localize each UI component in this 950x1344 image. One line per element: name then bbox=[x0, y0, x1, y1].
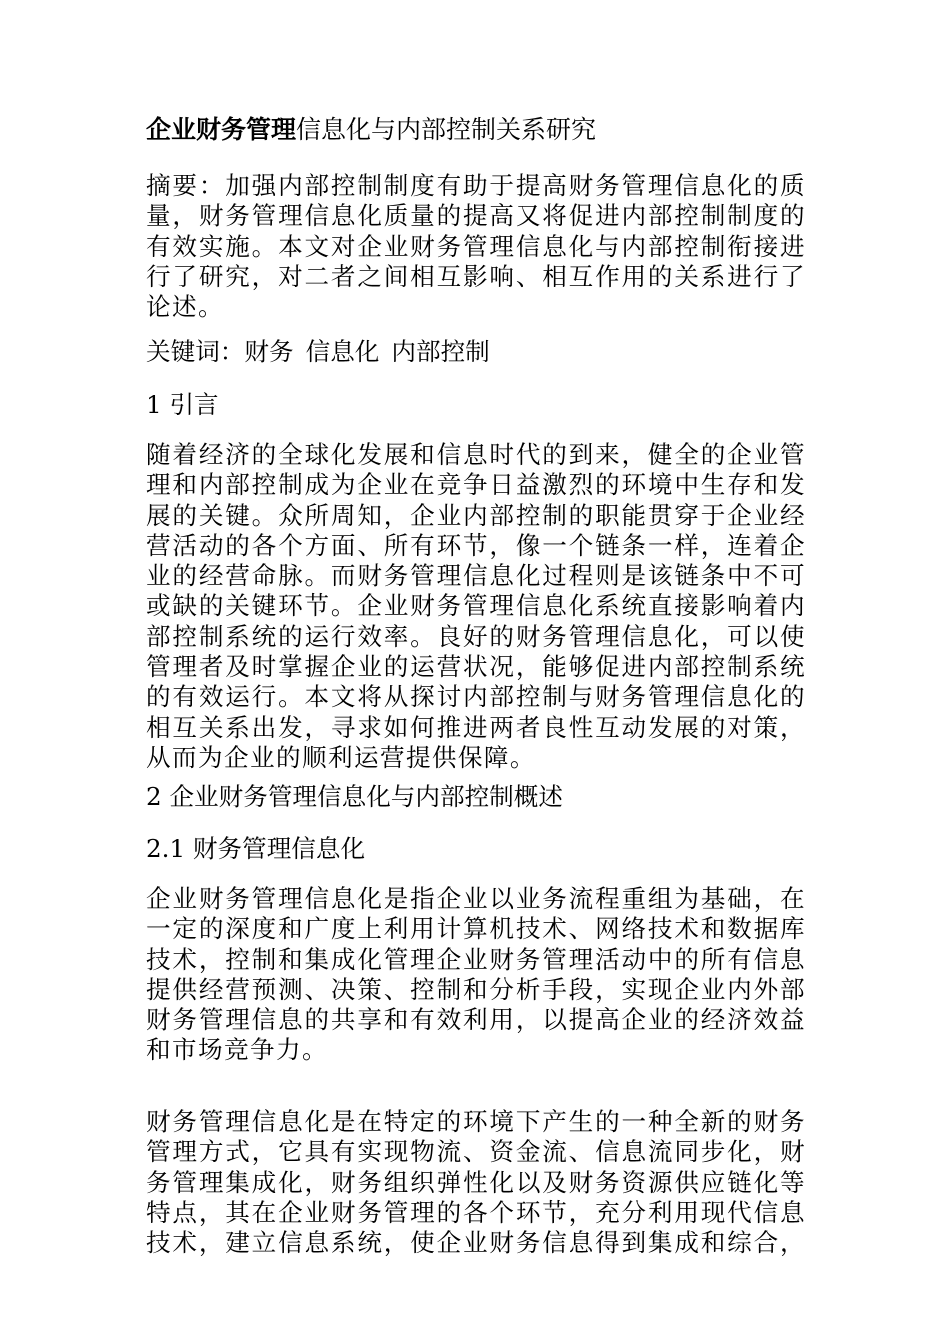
paragraph-line: 一定的深度和广度上利用计算机技术、网络技术和数据库 bbox=[146, 914, 806, 944]
keyword: 财务 bbox=[244, 337, 294, 366]
paragraph-line: 营活动的各个方面、所有环节，像一个链条一样，连着企 bbox=[146, 530, 806, 560]
document-title bbox=[146, 113, 826, 147]
paragraph-line: 财务管理信息化是在特定的环境下产生的一种全新的财务 bbox=[146, 1107, 806, 1136]
abstract-line: 论述。 bbox=[146, 292, 224, 322]
section-1-paragraph bbox=[146, 440, 806, 773]
paragraph-line: 技术，控制和集成化管理企业财务管理活动中的所有信息 bbox=[146, 944, 806, 974]
paragraph-line: 随着经济的全球化发展和信息时代的到来，健全的企业管 bbox=[146, 440, 806, 469]
keywords-line bbox=[146, 336, 490, 368]
paragraph-line: 部控制系统的运行效率。良好的财务管理信息化，可以使 bbox=[146, 621, 806, 651]
paragraph-line: 提供经营预测、决策、控制和分析手段，实现企业内外部 bbox=[146, 974, 806, 1004]
paragraph-line: 技术，建立信息系统，使企业财务信息得到集成和综合， bbox=[146, 1228, 806, 1258]
abstract-line: 摘要：加强内部控制制度有助于提高财务管理信息化的质 bbox=[146, 171, 806, 200]
paragraph-line: 务管理集成化，财务组织弹性化以及财务资源供应链化等 bbox=[146, 1167, 806, 1197]
section-1-heading: 1 引言 bbox=[146, 390, 219, 419]
section-2-1-paragraph-2 bbox=[146, 1107, 806, 1258]
abstract-line: 有效实施。本文对企业财务管理信息化与内部控制衔接进 bbox=[146, 231, 806, 261]
title-rest-part: 信息化与内部控制关系研究 bbox=[296, 115, 597, 144]
section-2-1-paragraph-1 bbox=[146, 884, 806, 1066]
paragraph-line: 的有效运行。本文将从探讨内部控制与财务管理信息化的 bbox=[146, 682, 806, 712]
paragraph-line: 展的关键。众所周知，企业内部控制的职能贯穿于企业经 bbox=[146, 500, 806, 530]
abstract-line: 行了研究，对二者之间相互影响、相互作用的关系进行了 bbox=[146, 261, 806, 291]
paragraph-line: 相互关系出发，寻求如何推进两者良性互动发展的对策， bbox=[146, 712, 806, 742]
section-2-1-heading: 2.1 财务管理信息化 bbox=[146, 834, 366, 863]
paragraph-line: 企业财务管理信息化是指企业以业务流程重组为基础，在 bbox=[146, 884, 806, 913]
abstract-paragraph bbox=[146, 171, 806, 322]
paragraph-line: 从而为企业的顺利运营提供保障。 bbox=[146, 742, 536, 772]
paragraph-line: 和市场竞争力。 bbox=[146, 1035, 328, 1065]
paragraph-line: 理和内部控制成为企业在竞争日益激烈的环境中生存和发 bbox=[146, 470, 806, 500]
paragraph-line: 业的经营命脉。而财务管理信息化过程则是该链条中不可 bbox=[146, 561, 806, 591]
paragraph-line: 或缺的关键环节。企业财务管理信息化系统直接影响着内 bbox=[146, 591, 806, 621]
section-2-heading: 2 企业财务管理信息化与内部控制概述 bbox=[146, 782, 563, 811]
keyword: 内部控制 bbox=[391, 337, 490, 366]
title-bold-part: 企业财务管理 bbox=[146, 115, 297, 144]
abstract-line: 量，财务管理信息化质量的提高又将促进内部控制制度的 bbox=[146, 201, 806, 231]
paragraph-line: 管理者及时掌握企业的运营状况，能够促进内部控制系统 bbox=[146, 652, 806, 682]
paragraph-line: 特点，其在企业财务管理的各个环节，充分利用现代信息 bbox=[146, 1197, 806, 1227]
paragraph-line: 管理方式，它具有实现物流、资金流、信息流同步化，财 bbox=[146, 1137, 806, 1167]
keywords-label: 关键词： bbox=[146, 337, 245, 366]
paragraph-line: 财务管理信息的共享和有效利用，以提高企业的经济效益 bbox=[146, 1005, 806, 1035]
keyword: 信息化 bbox=[305, 337, 380, 366]
